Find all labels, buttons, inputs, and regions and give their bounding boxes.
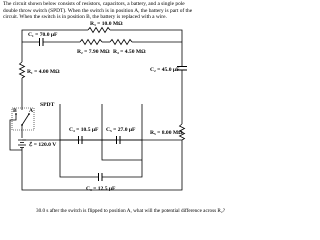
label-r3: R₃ = 10.0 MΩ: [90, 21, 123, 27]
label-r2: R₂ = 7.90 MΩ: [77, 49, 110, 55]
resistor-r4: [110, 40, 132, 45]
label-c3: C₃ = 12.5 μF: [86, 186, 116, 192]
label-r4: R₄ = 4.50 MΩ: [113, 49, 146, 55]
label-r5: R₅ = 8.00 MΩ: [150, 130, 183, 136]
label-r1: R₁ = 4.00 MΩ: [27, 69, 60, 75]
label-c1: C₁ = 70.0 μF: [28, 32, 58, 38]
wire-c3-right: [102, 160, 142, 177]
switch-blade: [22, 114, 29, 125]
resistor-r3: [88, 28, 110, 33]
label-c4: C₄ = 10.5 μF: [69, 127, 99, 133]
wire-top-right: [110, 30, 182, 42]
problem-intro-text: The circuit shown below consists of resistors, capacitors, a battery, and a single pole double throw switch (SPDT). When the switch is in position A, the battery is part of the circuit. When the switch is in position B, the battery is replaced with a wire.: [3, 1, 193, 21]
wire-lower-branch-top: [102, 104, 142, 140]
label-switch-b: B: [13, 108, 17, 114]
label-c2: C₂ = 45.0 μF: [150, 67, 180, 73]
resistor-r2: [80, 40, 102, 45]
question-text: 30.0 s after the switch is flipped to position A, what will the potential difference across R₂?: [36, 208, 225, 214]
wire-c3-left: [60, 140, 98, 177]
wire-c4-left: [60, 104, 102, 140]
wire-lower-branch-bottom: [102, 140, 142, 160]
label-switch-a: A: [29, 108, 34, 114]
label-battery: ℰ = 120.0 V: [29, 142, 57, 148]
label-c5: C₅ = 27.0 μF: [106, 127, 136, 133]
resistor-r1: [20, 62, 25, 78]
label-switch: SPDT: [40, 102, 55, 108]
